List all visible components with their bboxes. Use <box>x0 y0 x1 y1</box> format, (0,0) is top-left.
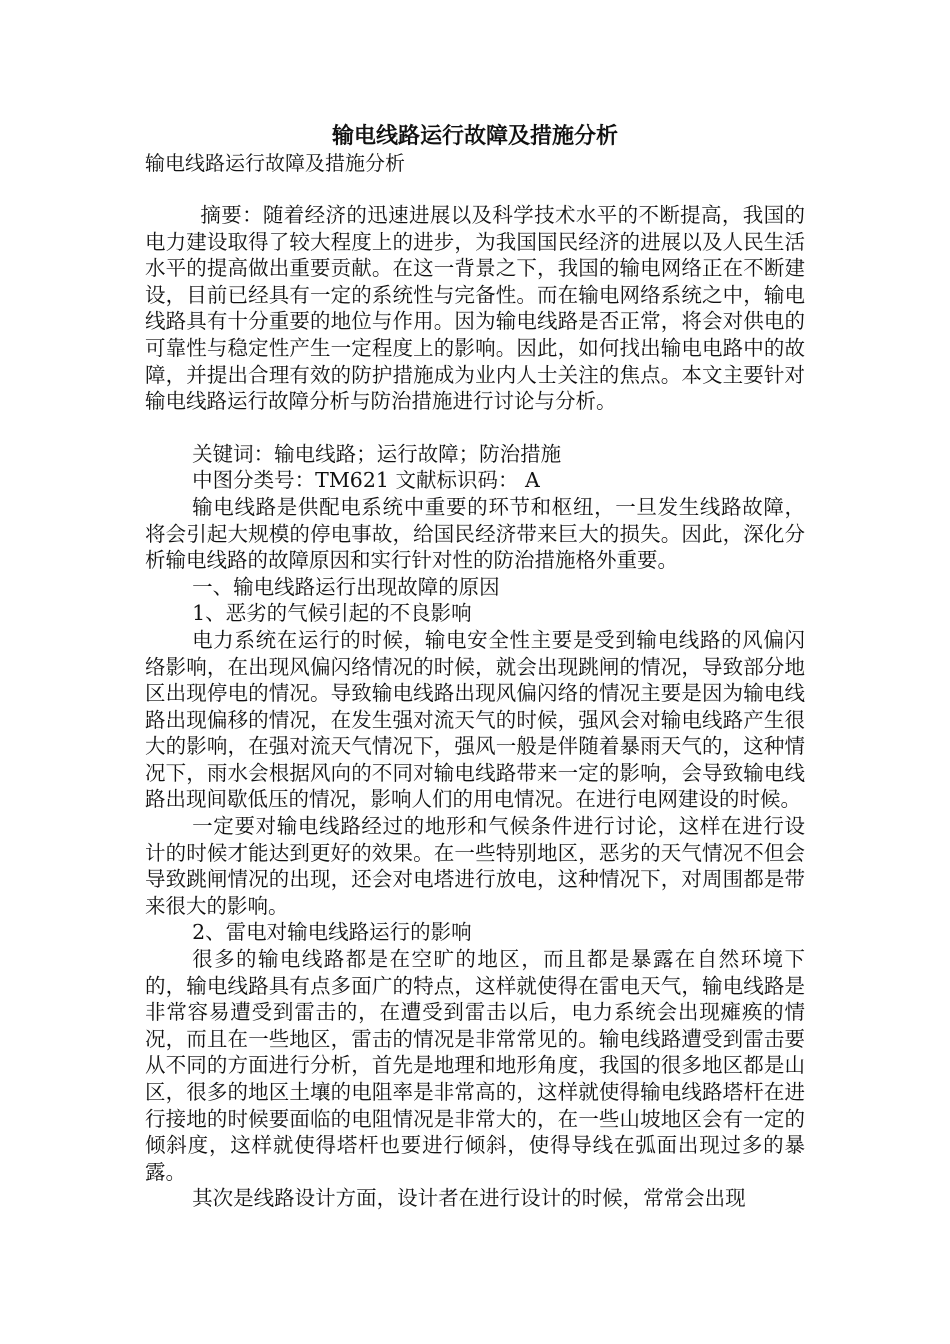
body-paragraph: 很多的输电线路都是在空旷的地区，而且都是暴露在自然环境下的，输电线路具有点多面广的特点，这样就使得在雷电天气，输电线路是非常容易遭受到雷击的，在遭受到雷击以后，电力系统会出现瘫痪的情况，而且在一些地区，雷击的情况是非常常见的。输电线路遭受到雷击要从不同的方面进行分析，首先是地理和地形角度，我国的很多地区都是山区，很多的地区土壤的电阻率是非常高的，这样就使得输电线路塔杆在进行接地的时候要面临的电阻情况是非常大的，在一些山坡地区会有一定的倾斜度，这样就使得塔杆也要进行倾斜，使得导线在弧面出现过多的暴露。 <box>145 947 805 1184</box>
document-page <box>145 122 805 1212</box>
abstract-paragraph: 摘要：随着经济的迅速进展以及科学技术水平的不断提高，我国的电力建设取得了较大程度上的进步，为我国国民经济的进展以及人民生活水平的提高做出重要贡献。在这一背景之下，我国的输电网络正在不断建设，目前已经具有一定的系统性与完备性。而在输电网络系统之中，输电线路具有十分重要的地位与作用。因为输电线路是否正常，将会对供电的可靠性与稳定性产生一定程度上的影响。因此，如何找出输电电路中的故障，并提出合理有效的防护措施成为业内人士关注的焦点。本文主要针对输电线路运行故障分析与防治措施进行讨论与分析。 <box>145 203 805 414</box>
spacer <box>145 176 805 202</box>
body-paragraph: 一定要对输电线路经过的地形和气候条件进行讨论，这样在进行设计的时候才能达到更好的效果。在一些特别地区，恶劣的天气情况不但会导致跳闸情况的出现，还会对电塔进行放电，这种情况下，对周围都是带来很大的影响。 <box>145 814 805 918</box>
section-heading: 一、输电线路运行出现故障的原因 <box>192 574 500 599</box>
keywords-line: 关键词：输电线路；运行故障；防治措施 <box>192 441 562 466</box>
body-paragraph: 其次是线路设计方面，设计者在进行设计的时候，常常会出现 <box>192 1186 746 1211</box>
spacer <box>145 415 805 441</box>
document-title: 输电线路运行故障及措施分析 <box>331 123 618 149</box>
body-paragraph: 电力系统在运行的时候，输电安全性主要是受到输电线路的风偏闪络影响，在出现风偏闪络情况的时候，就会出现跳闸的情况，导致部分地区出现停电的情况。导致输电线路出现风偏闪络的情况主要是因为输电线路出现偏移的情况，在发生强对流天气的时候，强风会对输电线路产生很大的影响，在强对流天气情况下，强风一般是伴随着暴雨天气的，这种情况下，雨水会根据风向的不同对输电线路带来一定的影响，会导致输电线路出现间歇低压的情况，影响人们的用电情况。在进行电网建设的时候。 <box>145 627 805 812</box>
document-subtitle: 输电线路运行故障及措施分析 <box>145 151 405 175</box>
classification-line: 中图分类号：TM621 文献标识码： A <box>192 468 540 493</box>
subsection-heading: 1、恶劣的气候引起的不良影响 <box>192 601 472 626</box>
subsection-heading: 2、雷电对输电线路运行的影响 <box>192 920 472 945</box>
intro-paragraph: 输电线路是供配电系统中重要的环节和枢纽，一旦发生线路故障，将会引起大规模的停电事故，给国民经济带来巨大的损失。因此，深化分析输电线路的故障原因和实行针对性的防治措施格外重要。 <box>145 494 805 573</box>
